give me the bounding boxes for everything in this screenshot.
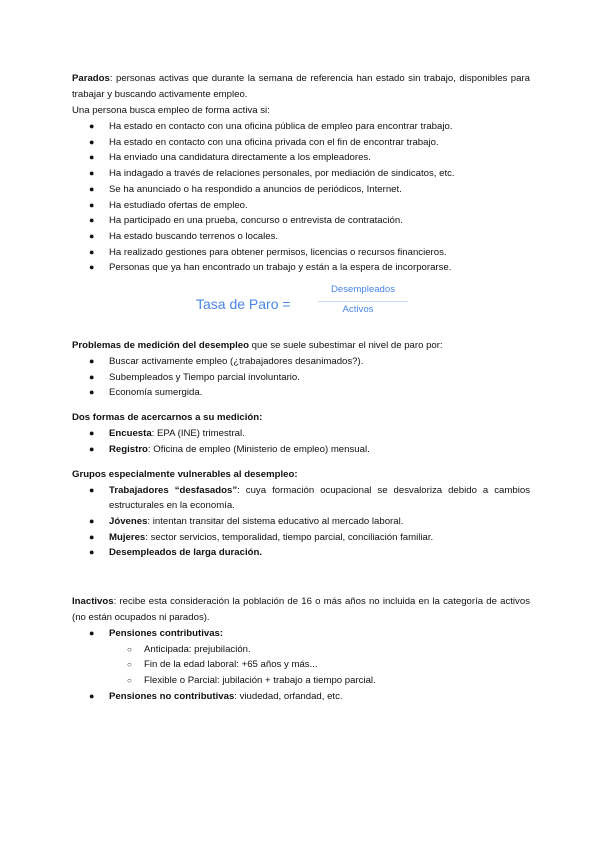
list-item: ● Se ha anunciado o ha respondido a anuncios de periódicos, Internet. [72,182,530,198]
bullet-icon: ● [89,136,95,147]
list-item: ● Ha estado buscando terrenos o locales. [72,229,530,245]
tasa-de-paro-formula [72,284,530,332]
bullet-icon: ● [89,628,95,639]
problemas-heading [72,338,530,354]
sub-list-item: ○ Fin de la edad laboral: +65 años y más... [72,657,530,673]
grupos-list [72,483,530,562]
hollow-bullet-icon: ○ [127,660,132,670]
sub-list-item: ○ Flexible o Parcial: jubilación + trabajo a tiempo parcial. [72,673,530,689]
bullet-icon: ● [89,199,95,210]
list-item: ● Ha realizado gestiones para obtener permisos, licencias o recursos financieros. [72,245,530,261]
spacer [72,561,530,594]
spacer [72,458,530,467]
list-item: ● Ha participado en una prueba, concurso o entrevista de contratación. [72,213,530,229]
list-item: ● Ha enviado una candidatura directamente a los empleadores. [72,150,530,166]
bullet-icon: ● [89,152,95,163]
list-item: ● Ha estudiado ofertas de empleo. [72,198,530,214]
list-item: ● Desempleados de larga duración. [72,545,530,561]
formas-heading: Dos formas de acercarnos a su medición: [72,412,263,424]
sub-list-item: ○ Anticipada: prejubilación. [72,642,530,658]
grupos-heading: Grupos especialmente vulnerables al desempleo: [72,468,298,480]
list-item: ● Pensiones no contributivas: viudedad, orfandad, etc. [72,689,530,705]
bullet-icon: ● [89,515,95,526]
list-item: ● Mujeres: sector servicios, temporalidad, tiempo parcial, conciliación familiar. [72,530,530,546]
bullet-icon: ● [89,246,95,257]
parados-list [72,119,530,276]
bullet-icon: ● [89,690,95,701]
problemas-list [72,354,530,401]
fraction-bar [318,301,408,302]
formula-denominator: Activos [342,304,374,316]
inactivos-def: : recibe esta consideración la población de 16 o más años no incluida en la categoría de activos (no están ocupados ni parados). [72,596,530,624]
bullet-icon: ● [89,387,95,398]
list-item: ● Buscar activamente empleo (¿trabajadores desanimados?). [72,354,530,370]
bullet-icon: ● [89,168,95,179]
formula-lhs: Tasa de Paro = [196,296,291,313]
bullet-icon: ● [89,262,95,273]
list-item: ● Ha indagado a través de relaciones personales, por mediación de sindicatos, etc. [72,166,530,182]
bullet-icon: ● [89,547,95,558]
problemas-title-bold: Problemas de medición del desempleo [72,340,250,352]
list-item: ● Pensiones contributivas: [72,626,530,642]
problemas-title-rest: que se suele subestimar el nivel de paro por: [249,340,443,352]
bullet-icon: ● [89,230,95,241]
inactivos-definition [72,594,530,626]
hollow-bullet-icon: ○ [127,676,132,686]
bullet-icon: ● [89,121,95,131]
inactivos-term: Inactivos [72,596,114,608]
bullet-icon: ● [89,356,95,367]
parados-definition [72,71,530,103]
bullet-icon: ● [89,443,95,454]
spacer [72,401,530,410]
document-page [72,71,530,705]
list-item: ● Subempleados y Tiempo parcial involuntario. [72,370,530,386]
formas-list [72,426,530,457]
bullet-icon: ● [89,484,95,495]
list-item: ● Economía sumergida. [72,385,530,401]
list-item: ● Trabajadores “desfasados”: cuya formación ocupacional se desvaloriza debido a cambios estructurales en la economía. [89,484,530,512]
hollow-bullet-icon: ○ [127,644,132,654]
list-item: ● Ha estado en contacto con una oficina privada con el fin de encontrar trabajo. [72,135,530,151]
bullet-icon: ● [89,371,95,382]
parados-term: Parados [72,73,110,84]
list-item: ● Registro: Oficina de empleo (Ministerio de empleo) mensual. [72,442,530,458]
formula-numerator: Desempleados [331,284,395,296]
bullet-icon: ● [89,215,95,226]
list-item: ● Personas que ya han encontrado un trabajo y están a la espera de incorporarse. [72,260,530,276]
bullet-icon: ● [89,428,95,439]
bullet-icon: ● [89,531,95,542]
inactivos-list [72,626,530,642]
bullet-icon: ● [89,183,95,194]
list-item: ● Jóvenes: intentan transitar del sistema educativo al mercado laboral. [72,514,530,530]
contributivas-sublist [72,642,530,689]
parados-intro: Una persona busca empleo de forma activa si: [72,105,270,116]
list-item: ● Ha estado en contacto con una oficina pública de empleo para encontrar trabajo. [72,119,530,135]
parados-def: : personas activas que durante la semana de referencia han estado sin trabajo, disponibles para trabajar y buscando activamente empleo. [72,73,530,100]
list-item: ● Encuesta: EPA (INE) trimestral. [72,426,530,442]
no-contributivas-list [72,689,530,705]
